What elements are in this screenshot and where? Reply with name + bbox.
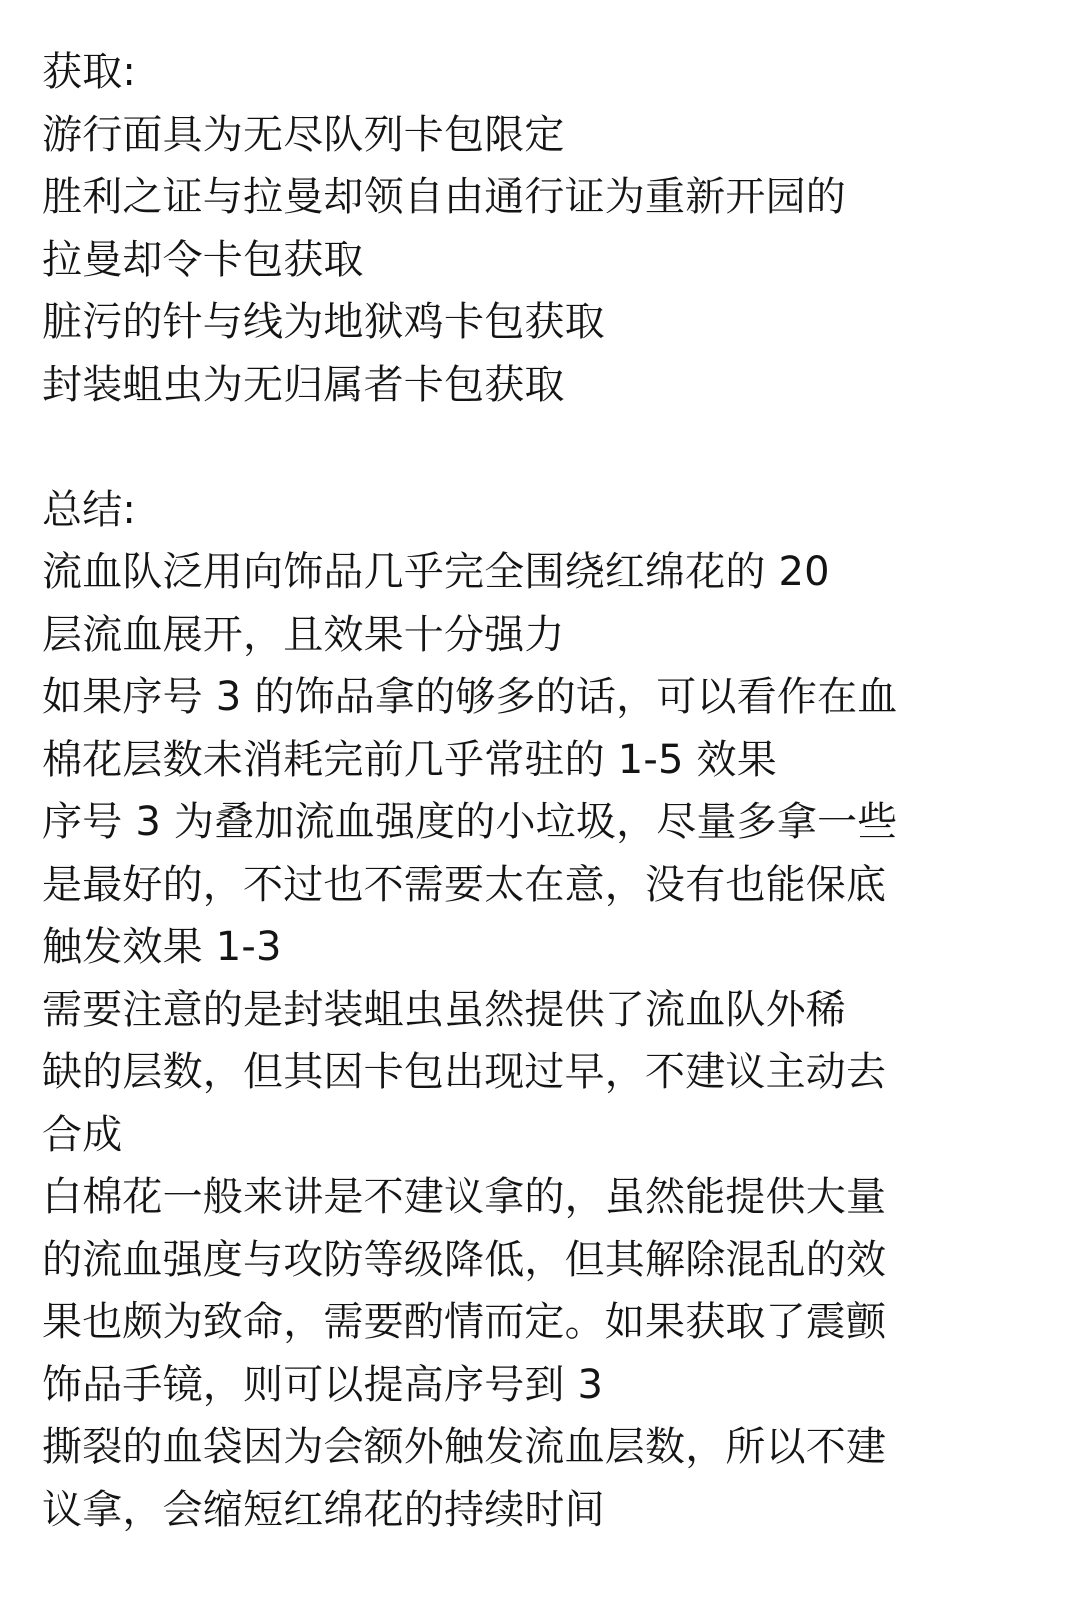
summary-line: 是最好的，不过也不需要太在意，没有也能保底 (42, 862, 887, 908)
summary-line: 合成 (42, 1112, 123, 1158)
acquisition-line: 游行面具为无尽队列卡包限定 (42, 112, 565, 158)
acquisition-line: 拉曼却令卡包获取 (42, 237, 364, 283)
summary-heading: 总结: (42, 487, 137, 533)
acquisition-line: 封装蛆虫为无归属者卡包获取 (42, 362, 565, 408)
acquisition-heading: 获取: (42, 49, 137, 95)
summary-line: 层流血展开，且效果十分强力 (42, 612, 565, 658)
summary-line: 饰品手镜，则可以提高序号到 3 (42, 1362, 604, 1408)
summary-line: 撕裂的血袋因为会额外触发流血层数，所以不建 (42, 1424, 887, 1470)
summary-line: 序号 3 为叠加流血强度的小垃圾，尽量多拿一些 (42, 799, 898, 845)
acquisition-line: 胜利之证与拉曼却领自由通行证为重新开园的 (42, 174, 846, 220)
acquisition-line: 脏污的针与线为地狱鸡卡包获取 (42, 299, 605, 345)
summary-line: 棉花层数未消耗完前几乎常驻的 1-5 效果 (42, 737, 777, 783)
summary-line: 议拿，会缩短红绵花的持续时间 (42, 1487, 605, 1533)
summary-line: 触发效果 1-3 (42, 924, 282, 970)
summary-line: 流血队泛用向饰品几乎完全围绕红绵花的 20 (42, 549, 830, 595)
summary-line: 缺的层数，但其因卡包出现过早，不建议主动去 (42, 1049, 887, 1095)
summary-line: 白棉花一般来讲是不建议拿的，虽然能提供大量 (42, 1174, 887, 1220)
summary-line: 需要注意的是封装蛆虫虽然提供了流血队外稀 (42, 987, 846, 1033)
summary-line: 果也颇为致命，需要酌情而定。如果获取了震颤 (42, 1299, 887, 1345)
summary-line: 的流血强度与攻防等级降低，但其解除混乱的效 (42, 1237, 887, 1283)
summary-line: 如果序号 3 的饰品拿的够多的话，可以看作在血 (42, 674, 898, 720)
